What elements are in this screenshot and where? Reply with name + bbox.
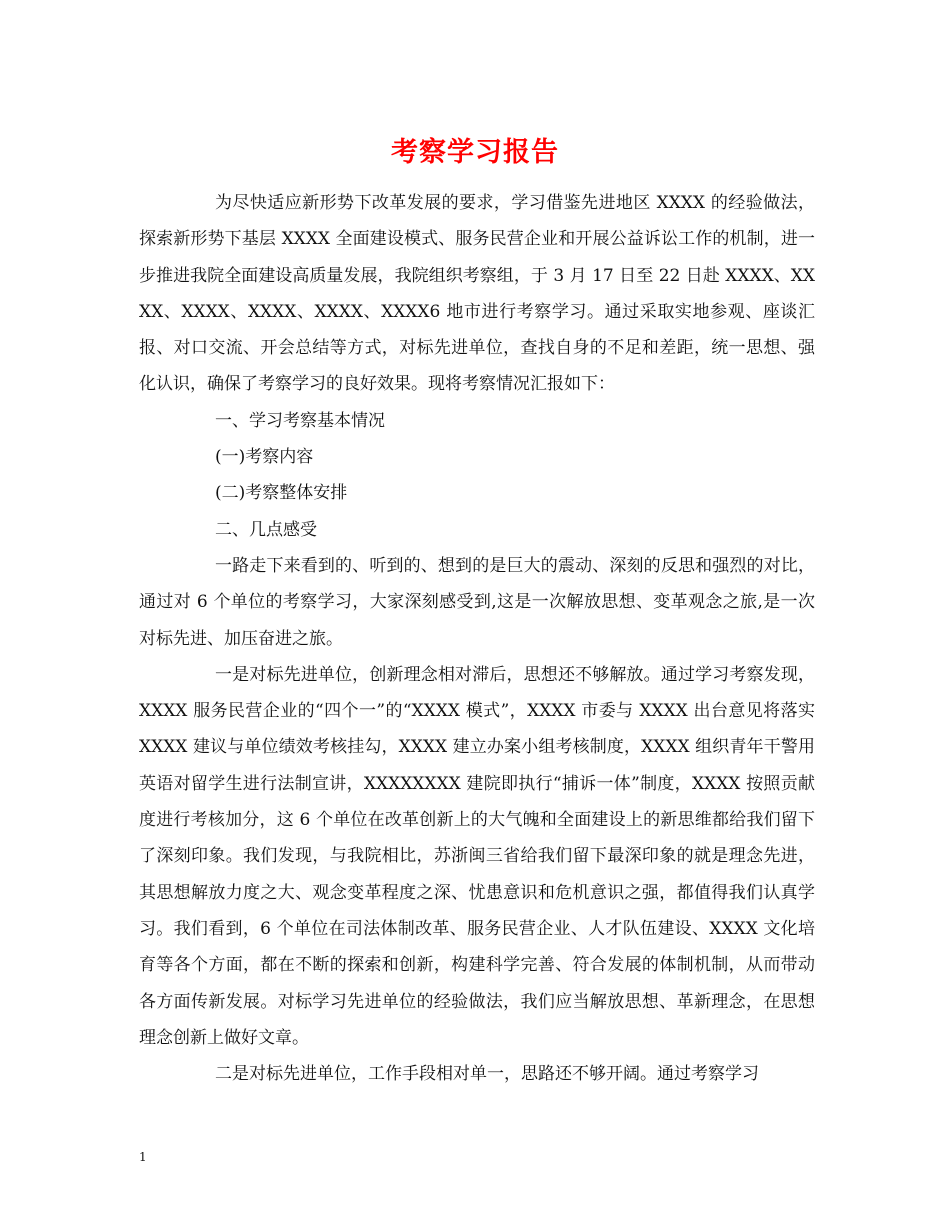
page-number: 1 (139, 1150, 147, 1164)
section-heading-1: 一、学习考察基本情况 (215, 410, 385, 431)
intro-paragraph: 为尽快适应新形势下改革发展的要求，学习借鉴先进地区 XXXX 的经验做法，探索新形势下基层 XXXX 全面建设模式、服务民营企业和开展公益诉讼工作的机制，进一步推进我院全面建设高质量发展，我院组织考察组，于 3 月 17 日至 22 日赴 XXXX、XXXX、XXXX、XXXX、XXXX、XXXX6 地市进行考察学习。通过采取实地参观、座谈汇报、对口交流、开会总结等方式，对标先进单位，查找自身的不足和差距，统一思想、强化认识，确保了考察学习的良好效果。现将考察情况汇报如下： (139, 193, 815, 395)
body-paragraph: 一路走下来看到的、听到的、想到的是巨大的震动、深刻的反思和强烈的对比，通过对 6 个单位的考察学习，大家深刻感受到,这是一次解放思想、变革观念之旅,是一次对标先进、加压奋进之旅。 (139, 555, 815, 649)
document-title: 考察学习报告 (391, 137, 559, 168)
section-heading-2: 二、几点感受 (215, 519, 317, 540)
subsection-heading-2: (二)考察整体安排 (215, 483, 348, 504)
document-body (139, 185, 815, 1092)
body-paragraph: 一是对标先进单位，创新理念相对滞后，思想还不够解放。通过学习考察发现，XXXX 服务民营企业的“四个一”的“XXXX 模式”，XXXX 市委与 XXXX 出台意见将落实 XXXX 建议与单位绩效考核挂勾，XXXX 建立办案小组考核制度，XXXX 组织青年干警用英语对留学生进行法制宣讲，XXXXXXXX 建院即执行“捕诉一体”制度，XXXX 按照贡献度进行考核加分，这 6 个单位在改革创新上的大气魄和全面建设上的新思维都给我们留下了深刻印象。我们发现，与我院相比，苏浙闽三省给我们留下最深印象的就是理念先进，其思想解放力度之大、观念变革程度之深、忧患意识和危机意识之强，都值得我们认真学习。我们看到，6 个单位在司法体制改革、服务民营企业、人才队伍建设、XXXX 文化培育等各个方面，都在不断的探索和创新，构建科学完善、符合发展的体制机制，从而带动各方面传新发展。对标学习先进单位的经验做法，我们应当解放思想、革新理念，在思想理念创新上做好文章。 (139, 664, 815, 1048)
subsection-heading-1: (一)考察内容 (215, 447, 314, 468)
body-paragraph: 二是对标先进单位，工作手段相对单一，思路还不够开阔。通过考察学习 (215, 1064, 759, 1085)
